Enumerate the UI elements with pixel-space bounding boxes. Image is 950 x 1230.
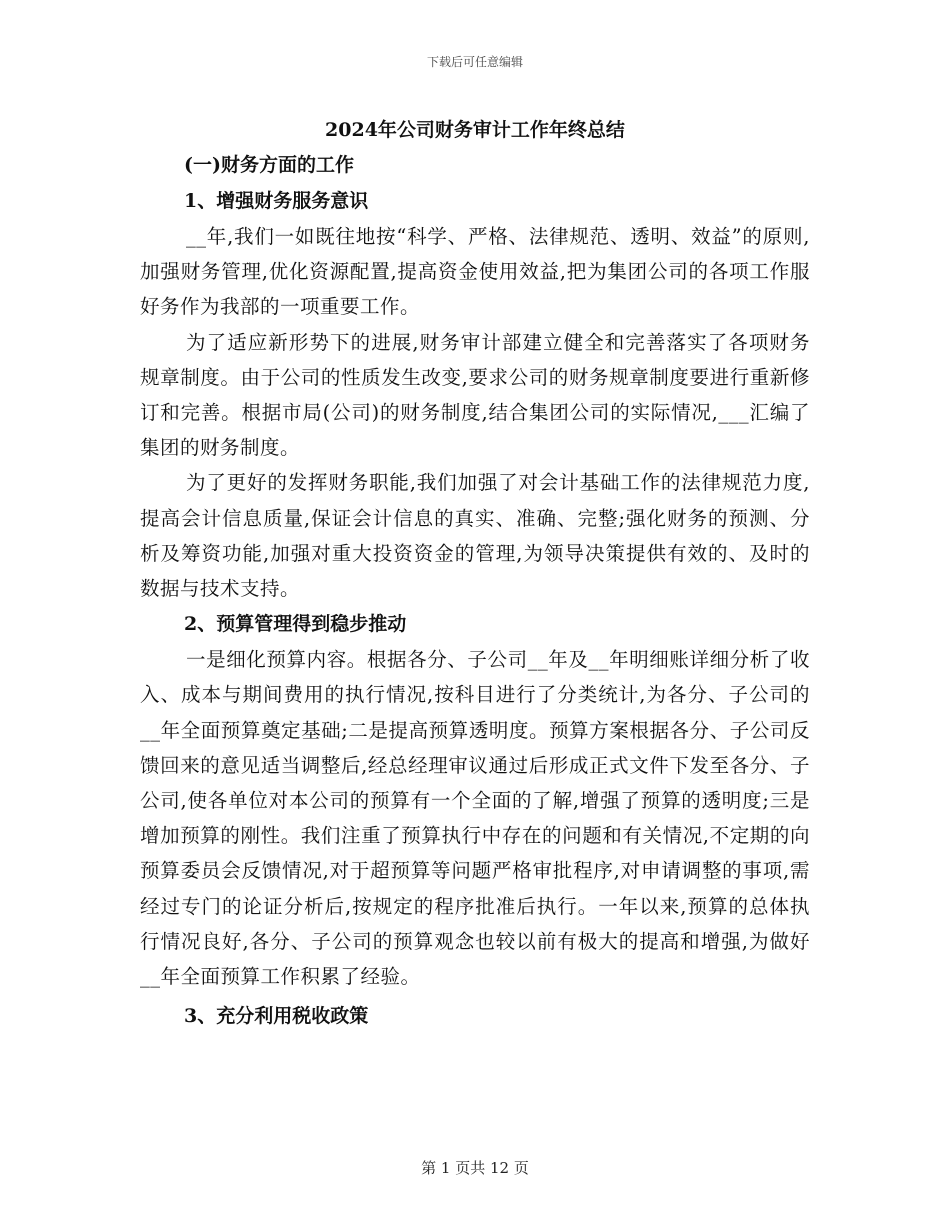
subsection-heading-1: 1、增强财务服务意识: [184, 190, 369, 212]
page-number-footer: 第 1 页共 12 页: [421, 1159, 529, 1177]
document-title: 2024年公司财务审计工作年终总结: [325, 119, 625, 141]
paragraph: 为了更好的发挥财务职能,我们加强了对会计基础工作的法律规范力度,提高会计信息质量,保证会计信息的真实、准确、完整;强化财务的预测、分析及筹资功能,加强对重大投资资金的管理,为领导决策提供有效的、及时的数据与技术支持。: [140, 471, 810, 601]
page-header-note: 下载后可任意编辑: [426, 55, 523, 69]
paragraph: 一是细化预算内容。根据各分、子公司__年及__年明细账详细分析了收入、成本与期间费用的执行情况,按科目进行了分类统计,为各分、子公司的__年全面预算奠定基础;二是提高预算透明度。预算方案根据各分、子公司反馈回来的意见适当调整后,经总经理审议通过后形成正式文件下发至各分、子公司,使各单位对本公司的预算有一个全面的了解,增强了预算的透明度;三是增加预算的刚性。我们注重了预算执行中存在的问题和有关情况,不定期的向预算委员会反馈情况,对于超预算等问题严格审批程序,对申请调整的事项,需经过专门的论证分析后,按规定的程序批准后执行。一年以来,预算的总体执行情况良好,各分、子公司的预算观念也较以前有极大的提高和增强,为做好__年全面预算工作积累了经验。: [140, 648, 810, 989]
paragraph: __年,我们一如既往地按“科学、严格、法律规范、透明、效益”的原则,加强财务管理,优化资源配置,提高资金使用效益,把为集团公司的各项工作服好务作为我部的一项重要工作。: [140, 225, 810, 319]
subsection-heading-2: 2、预算管理得到稳步推动: [184, 613, 407, 636]
document-body: [140, 113, 810, 1034]
section-heading-1: (一)财务方面的工作: [184, 154, 354, 176]
subsection-heading-3: 3、充分利用税收政策: [184, 1005, 369, 1028]
paragraph: 为了适应新形势下的进展,财务审计部建立健全和完善落实了各项财务规章制度。由于公司的性质发生改变,要求公司的财务规章制度要进行重新修订和完善。根据市局(公司)的财务制度,结合集团公司的实际情况,___汇编了集团的财务制度。: [140, 330, 810, 460]
